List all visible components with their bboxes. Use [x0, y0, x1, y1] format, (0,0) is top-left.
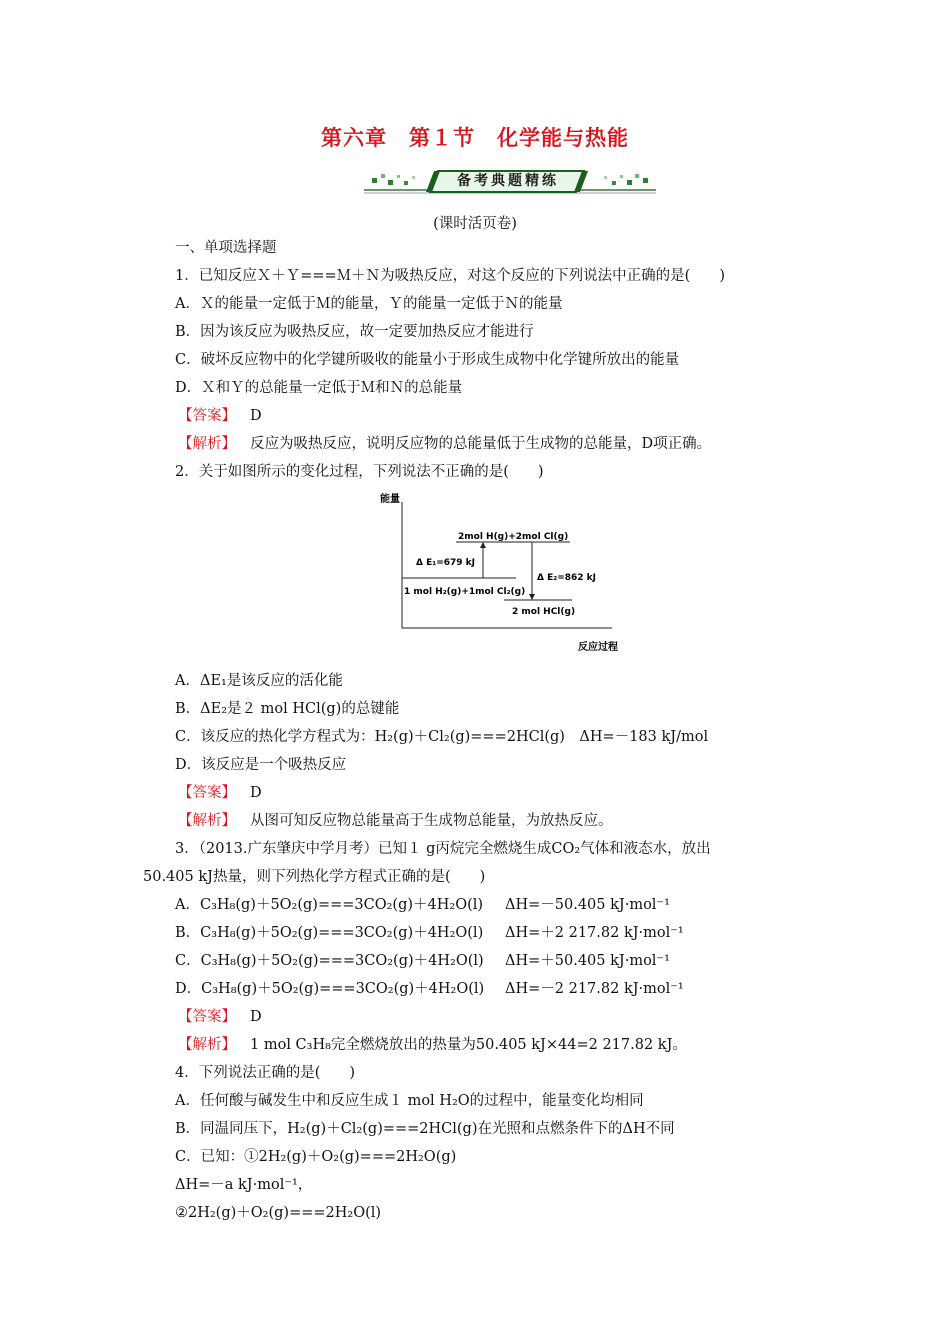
q3-option-b-dh: ΔH=＋2 217.82 kJ·mol⁻¹ [505, 925, 684, 941]
q3-option-d [175, 977, 484, 998]
q2-analysis [178, 809, 613, 830]
q4-option-c-cont1: ΔH=－a kJ·mol⁻¹， [175, 1177, 313, 1193]
level-top-label: 2mol H(g)+2mol Cl(g) [458, 532, 569, 542]
q4-option-a: A．任何酸与碱发生中和反应生成１ mol H₂O的过程中，能量变化均相同 [175, 1093, 644, 1109]
q3-stem-line1: 3．（2013.广东肇庆中学月考）已知１ g丙烷完全燃烧生成CO₂气体和液态水，放出 [175, 841, 711, 857]
section-title: 一、单项选择题 [175, 240, 277, 256]
q3-option-d-dh: ΔH=－2 217.82 kJ·mol⁻¹ [505, 981, 684, 997]
q1-analysis [178, 432, 711, 453]
q2-option-d: D．该反应是一个吸热反应 [175, 757, 347, 773]
answer-tag: 【答案】 [178, 1009, 236, 1025]
analysis-tag: 【解析】 [178, 436, 236, 452]
analysis-tag: 【解析】 [178, 813, 236, 829]
option-equation: C₃H₈(g)＋5O₂(g)===3CO₂(g)＋4H₂O(l) [201, 981, 485, 997]
q4-option-b: B．同温同压下，H₂(g)＋Cl₂(g)===2HCl(g)在光照和点燃条件下的ΔH不同 [175, 1121, 675, 1137]
q1-option-b: B．因为该反应为吸热反应，故一定要加热反应才能进行 [175, 324, 534, 340]
option-letter: C． [175, 953, 201, 969]
q2-stem: 2．关于如图所示的变化过程，下列说法不正确的是( ) [175, 464, 544, 480]
q2-answer [178, 781, 262, 802]
banner-label: 备考典题精练 [457, 173, 559, 189]
q4-option-c: C．已知：①2H₂(g)＋O₂(g)===2H₂O(g) [175, 1149, 457, 1165]
q4-stem: 4．下列说法正确的是( ) [175, 1065, 356, 1081]
analysis-tag: 【解析】 [178, 1037, 236, 1053]
q2-option-a: A．ΔE₁是该反应的活化能 [175, 673, 343, 689]
e2-label: Δ E₂=862 kJ [537, 573, 596, 583]
option-letter: D． [175, 981, 202, 997]
q3-analysis [178, 1033, 687, 1054]
q3-option-a [175, 893, 483, 914]
q3-option-a-dh: ΔH=－50.405 kJ·mol⁻¹ [505, 897, 670, 913]
y-axis-label: 能量 [380, 494, 400, 505]
level-left-label: 1 mol H₂(g)+1mol Cl₂(g) [404, 587, 526, 597]
answer-value: D [250, 408, 262, 424]
q3-option-c [175, 949, 484, 970]
answer-value: D [250, 1009, 262, 1025]
option-equation: C₃H₈(g)＋5O₂(g)===3CO₂(g)＋4H₂O(l) [200, 953, 484, 969]
q3-option-b [175, 921, 483, 942]
q1-answer [178, 404, 262, 425]
e1-label: Δ E₁=679 kJ [416, 558, 475, 568]
energy-diagram [380, 488, 620, 658]
analysis-text: 1 mol C₃H₈完全燃烧放出的热量为50.405 kJ×44=2 217.82 kJ。 [250, 1037, 687, 1053]
q1-stem: 1．已知反应Ｘ＋Ｙ===Ｍ＋Ｎ为吸热反应，对这个反应的下列说法中正确的是( ) [175, 268, 725, 284]
option-letter: A． [175, 897, 200, 913]
q1-option-a: A．Ｘ的能量一定低于Ｍ的能量，Ｙ的能量一定低于Ｎ的能量 [175, 296, 563, 312]
answer-value: D [250, 785, 262, 801]
q2-option-b: B．ΔE₂是２ mol HCl(g)的总键能 [175, 701, 400, 717]
level-right-label: 2 mol HCl(g) [512, 607, 576, 617]
q3-stem-line2: 50.405 kJ热量，则下列热化学方程式正确的是( ) [143, 869, 486, 885]
q3-answer [178, 1005, 262, 1026]
analysis-text: 从图可知反应物总能量高于生成物总能量，为放热反应。 [250, 813, 613, 829]
q1-option-c: C．破坏反应物中的化学键所吸收的能量小于形成生成物中化学键所放出的能量 [175, 352, 680, 368]
q4-option-c-cont2: ②2H₂(g)＋O₂(g)===2H₂O(l) [175, 1205, 382, 1221]
page-title: 第六章 第１节 化学能与热能 [321, 126, 629, 150]
option-letter: B． [175, 925, 201, 941]
q3-option-c-dh: ΔH=＋50.405 kJ·mol⁻¹ [505, 953, 670, 969]
section-banner [364, 168, 656, 196]
option-equation: C₃H₈(g)＋5O₂(g)===3CO₂(g)＋4H₂O(l) [200, 925, 484, 941]
answer-tag: 【答案】 [178, 408, 236, 424]
x-axis-label: 反应过程 [578, 642, 618, 653]
q1-option-d: D．Ｘ和Ｙ的总能量一定低于Ｍ和Ｎ的总能量 [175, 380, 463, 396]
q2-option-c: C．该反应的热化学方程式为：H₂(g)＋Cl₂(g)===2HCl(g) ΔH=－183 kJ/mol [175, 729, 709, 745]
answer-tag: 【答案】 [178, 785, 236, 801]
option-equation: C₃H₈(g)＋5O₂(g)===3CO₂(g)＋4H₂O(l) [199, 897, 484, 913]
page-subtitle: (课时活页卷) [433, 216, 517, 232]
analysis-text: 反应为吸热反应，说明反应物的总能量低于生成物的总能量，D项正确。 [250, 436, 712, 452]
